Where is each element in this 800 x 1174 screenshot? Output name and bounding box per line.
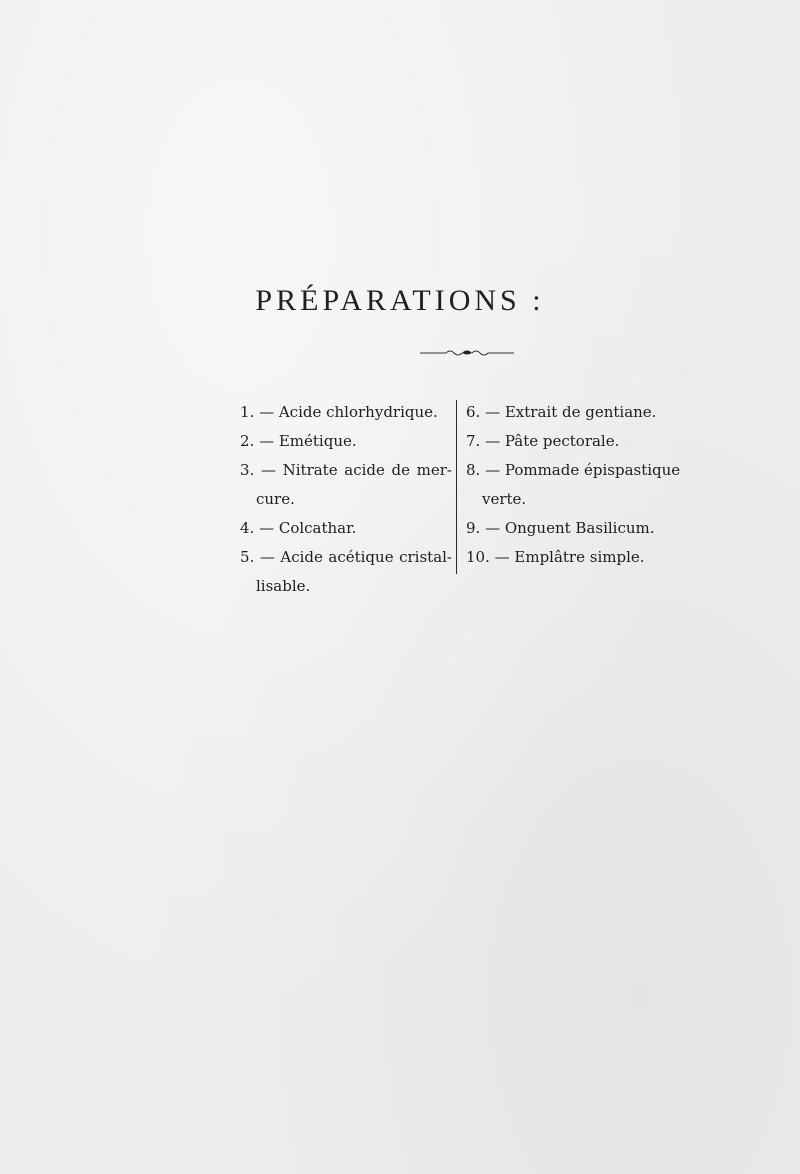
preparation-item xyxy=(240,543,452,601)
show-through-text xyxy=(0,660,800,675)
preparation-text: 2. — Emétique. xyxy=(240,432,357,450)
preparation-item xyxy=(466,427,690,456)
preparation-text: 10. — Emplâtre simple. xyxy=(466,548,645,566)
preparations-left-column xyxy=(240,398,452,601)
preparation-item xyxy=(466,543,690,572)
preparation-text: 1. — Acide chlorhydrique. xyxy=(240,403,438,421)
preparations-right-column xyxy=(466,398,690,572)
preparation-item xyxy=(240,514,452,543)
preparation-item xyxy=(466,456,690,514)
preparation-item xyxy=(240,456,452,514)
preparation-text: 5. — Acide acétique cristal- xyxy=(240,548,452,566)
page-title: PRÉPARATIONS : xyxy=(255,284,545,317)
preparation-text: 8. — Pommade épispastique xyxy=(466,461,681,479)
preparation-text-continued: verte. xyxy=(482,490,527,508)
show-through-text xyxy=(0,268,800,283)
ornament-divider xyxy=(420,346,514,358)
preparation-item xyxy=(466,398,690,427)
preparation-item xyxy=(240,398,452,427)
preparation-text-continued: lisable. xyxy=(256,577,311,595)
preparation-text: 4. — Colcathar. xyxy=(240,519,357,537)
preparation-item xyxy=(240,427,452,456)
column-divider xyxy=(456,400,457,574)
preparation-item xyxy=(466,514,690,543)
preparation-text: 9. — Onguent Basilicum. xyxy=(466,519,655,537)
preparation-text: 6. — Extrait de gentiane. xyxy=(466,403,657,421)
preparation-text: 7. — Pâte pectorale. xyxy=(466,432,620,450)
preparation-text-continued: cure. xyxy=(256,490,295,508)
preparation-text: 3. — Nitrate acide de mer- xyxy=(240,461,452,479)
